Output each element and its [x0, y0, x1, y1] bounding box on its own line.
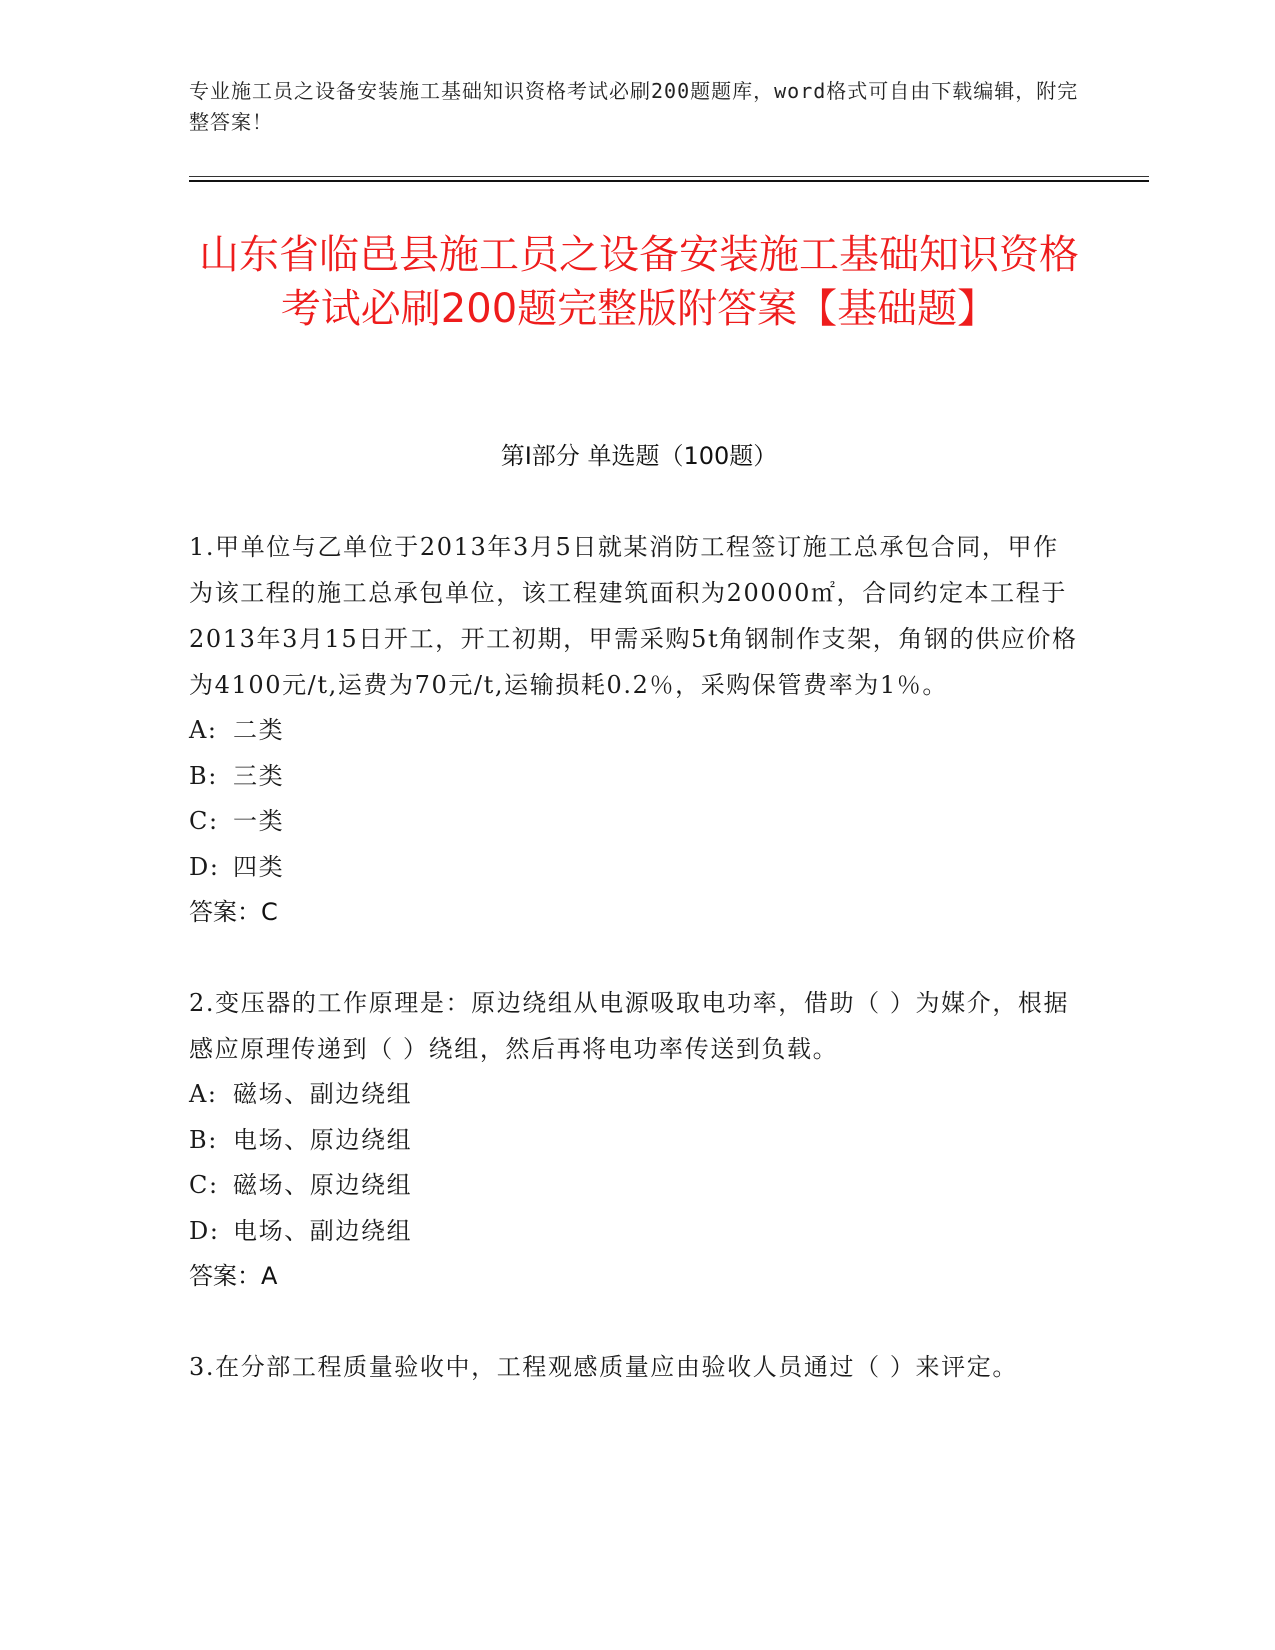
option-key: A:: [189, 1080, 218, 1108]
option-text: 磁场、副边绕组: [233, 1080, 413, 1108]
option-key: B:: [189, 1125, 218, 1154]
option-text: 四类: [233, 852, 285, 881]
option-key: B:: [189, 761, 218, 790]
option-b: [189, 1118, 1084, 1164]
answer-value: C: [261, 898, 278, 926]
option-key: D:: [189, 852, 220, 881]
header-divider-thin: [189, 176, 1149, 177]
option-a: [189, 1072, 1084, 1118]
option-key: D:: [189, 1216, 220, 1245]
header-divider-thick: [189, 180, 1149, 182]
section-title: 第I部分 单选题（100题）: [500, 442, 778, 470]
question-2: [189, 980, 1084, 1299]
option-text: 一类: [233, 807, 285, 835]
document-title: 山东省临邑县施工员之设备安装施工基础知识资格考试必刷200题完整版附答案【基础题】: [199, 232, 1079, 332]
option-key: C:: [189, 807, 219, 835]
answer-value: A: [261, 1262, 278, 1290]
question-list: [189, 524, 1084, 1435]
question-stem: 3.在分部工程质量验收中，工程观感质量应由验收人员通过（ ）来评定。: [189, 1353, 1018, 1381]
header-note: 专业施工员之设备安装施工基础知识资格考试必刷200题题库，word格式可自由下载编辑，附完整答案！: [189, 79, 1079, 134]
option-d: [189, 845, 1084, 891]
option-a: [189, 708, 1084, 754]
option-text: 二类: [233, 716, 285, 744]
option-c: [189, 1163, 1084, 1209]
option-key: A:: [189, 716, 218, 744]
option-c: [189, 799, 1084, 845]
answer-line: [189, 890, 1084, 935]
answer-label: 答案：: [189, 898, 261, 926]
question-stem: 1.甲单位与乙单位于2013年3月5日就某消防工程签订施工总承包合同，甲作为该工程的施工总承包单位，该工程建筑面积为20000㎡，合同约定本工程于2013年3月15日开工，开工初期，甲需采购5t角钢制作支架，角钢的供应价格为4100元/t,运费为70元/t,运输损耗0.2％，采购保管费率为1％。: [189, 533, 1078, 699]
option-text: 三类: [233, 761, 285, 790]
option-text: 磁场、原边绕组: [233, 1171, 413, 1199]
option-text: 电场、原边绕组: [233, 1125, 413, 1154]
answer-line: [189, 1254, 1084, 1299]
question-3: [189, 1344, 1084, 1390]
option-text: 电场、副边绕组: [233, 1216, 413, 1245]
option-d: [189, 1209, 1084, 1255]
option-key: C:: [189, 1171, 219, 1199]
answer-label: 答案：: [189, 1262, 261, 1290]
question-stem: 2.变压器的工作原理是：原边绕组从电源吸取电功率，借助（ ）为媒介，根据感应原理传递到（ ）绕组，然后再将电功率传送到负载。: [189, 989, 1070, 1063]
option-b: [189, 754, 1084, 800]
question-1: [189, 524, 1084, 935]
